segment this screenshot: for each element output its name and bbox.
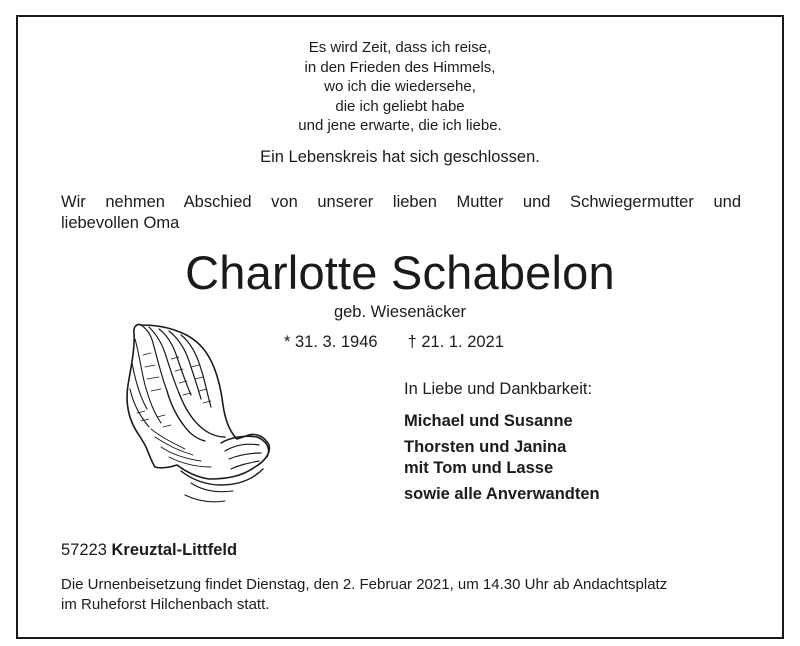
- obituary-notice: [16, 15, 784, 639]
- family-group: [404, 437, 600, 479]
- family-line: sowie alle Anverwandten: [404, 485, 600, 503]
- burial-line-1: Die Urnenbeisetzung findet Dienstag, den 2. Februar 2021, um 14.30 Uhr ab Andachtsplatz: [61, 576, 668, 593]
- mourners-block: [404, 380, 600, 505]
- family-line: Michael und Susanne: [404, 412, 573, 430]
- family-group: [404, 484, 600, 505]
- maiden-name: geb. Wiesenäcker: [333, 303, 467, 321]
- life-dates: [284, 333, 504, 352]
- birth-date: * 31. 3. 1946: [284, 333, 378, 351]
- farewell-intro-line-2: liebevollen Oma: [61, 214, 180, 232]
- family-line: mit Tom und Lasse: [404, 459, 554, 477]
- poem: [18, 38, 782, 136]
- farewell-intro-line-1: Wir nehmen Abschied von unserer lieben Mutter und Schwiegermutter und: [61, 193, 741, 211]
- farewell-intro: [61, 192, 741, 234]
- poem-line: in den Frieden des Himmels,: [304, 58, 496, 76]
- death-date: † 21. 1. 2021: [407, 333, 504, 351]
- postcode: 57223: [61, 541, 107, 559]
- place-line: [61, 541, 237, 560]
- deceased-name: Charlotte Schabelon: [185, 246, 615, 299]
- family-line: Thorsten und Janina: [404, 438, 567, 456]
- praying-hands-icon: [121, 319, 281, 509]
- poem-line: die ich geliebt habe: [335, 97, 465, 115]
- closing-circle-line: Ein Lebenskreis hat sich geschlossen.: [260, 148, 540, 166]
- burial-line-2: im Ruheforst Hilchenbach statt.: [61, 595, 270, 613]
- thanks-line: In Liebe und Dankbarkeit:: [404, 380, 593, 398]
- poem-line: wo ich die wiedersehe,: [324, 78, 476, 95]
- burial-notice: [61, 575, 751, 614]
- family-group: [404, 411, 600, 432]
- city: Kreuztal-Littfeld: [111, 541, 238, 559]
- poem-line: und jene erwarte, die ich liebe.: [298, 117, 502, 134]
- poem-line: Es wird Zeit, dass ich reise,: [308, 39, 492, 56]
